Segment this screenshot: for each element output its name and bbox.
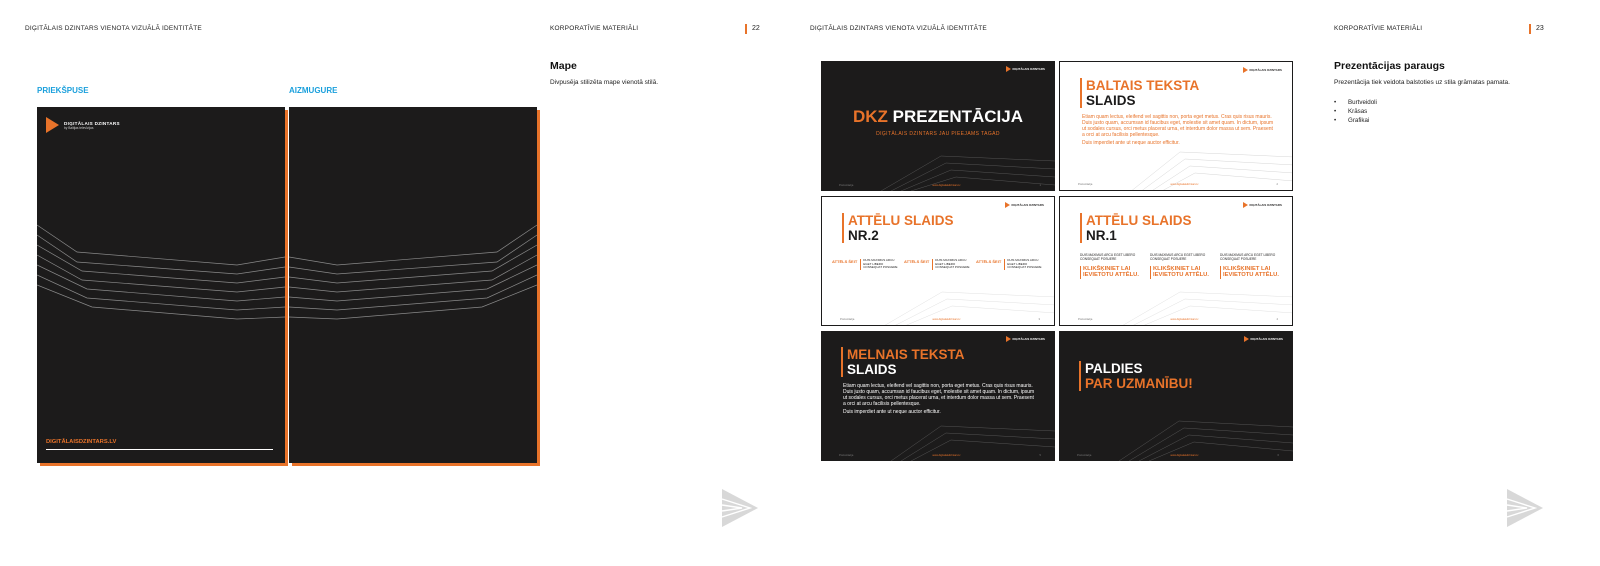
caption-back: AIZMUGURE: [289, 86, 338, 95]
slide-heading: PALDIES PAR UZMANĪBU!: [1079, 361, 1193, 391]
slide-title: [821, 61, 1055, 191]
slide-footer: Prezentācija www.digitalaisdzintars.lv 6: [1077, 454, 1279, 457]
logo-play-icon: [1243, 67, 1248, 73]
slide-heading: MELNAIS TEKSTA SLAIDS: [841, 347, 965, 377]
section-label: KORPORATĪVIE MATERIĀLI: [550, 25, 639, 32]
section-label: KORPORATĪVIE MATERIĀLI: [1334, 25, 1423, 32]
slide-logo: DIĢITĀLAIS DZINTARS: [1006, 66, 1045, 72]
running-head: DIĢITĀLAIS DZINTARS VIENOTA VIZUĀLĀ IDENTITĀTE: [810, 25, 987, 32]
slide-image-1: [1059, 196, 1293, 326]
folder-back: [289, 107, 537, 463]
slide-body-text: Etiam quam lectus, eleifend vel sagittis non, porta eget metus. Cras quis risus mauris. Duis justo quam, accumsan id faucibus eget, molestie sit amet quam. In dictum, ipsum ut sodales cursus, orci metus placerat urna, et interdum dolor massa ut sem. Praesent a orci at arcu facilisis pellentesque. Duis imperdiet ante ut neque auctor efficitur.: [1082, 114, 1274, 146]
logo-play-icon: [1244, 336, 1249, 342]
slide-logo: DIĢITĀLAIS DZINTARS: [1005, 202, 1044, 208]
logo-play-icon: [1006, 66, 1011, 72]
slide-heading: ATTĒLU SLAIDS NR.1: [1080, 213, 1192, 243]
image-column: DUIS MAXIMUS ARCU EGET LIBERO CONSEQUAT POSUERE KLIKŠĶINIET LAI IEVIETOTU ATTĒLU.: [1220, 253, 1279, 279]
logo-play-icon: [1005, 202, 1010, 208]
folder-footer-text: DIGITĀLAISDZINTARS.LV: [46, 439, 117, 445]
slide-footer: Prezentācija www.digitalaisdzintars.lv 4: [1078, 318, 1278, 321]
image-grid: [832, 259, 1044, 270]
image-cell: ATTĒLS ŠEIT DUIS MAXIMUS ARCU EGET LIBERO CONSEQUAT POSUERE: [904, 259, 972, 270]
logo-play-icon: [1243, 202, 1248, 208]
folder-logo-sub: by Baltijas televīzijas: [64, 125, 94, 130]
slide-footer: Prezentācija www.digitalaisdzintars.lv 3: [840, 318, 1040, 321]
image-cell: ATTĒLS ŠEIT DUIS MAXIMUS ARCU EGET LIBERO CONSEQUAT POSUERE: [832, 259, 900, 270]
brand-corner-icon: [1505, 487, 1545, 529]
slide-heading: BALTAIS TEKSTA SLAIDS: [1080, 78, 1199, 108]
page-number: 22: [745, 24, 760, 34]
bullet-item: • Grafikai: [1334, 116, 1377, 125]
folder-front: [37, 107, 285, 463]
slide-white-text: [1059, 61, 1293, 191]
section-description: Divpusēja stilizēta mape vienotā stilā.: [550, 79, 659, 86]
section-title: Prezentācijas paraugs: [1334, 60, 1445, 72]
image-cell: ATTĒLS ŠEIT DUIS MAXIMUS ARCU EGET LIBERO CONSEQUAT POSUERE: [976, 259, 1044, 270]
slide-footer: Prezentācija www.digitalaisdzintars.lv 2: [1078, 183, 1278, 186]
caption-front: PRIEKŠPUSE: [37, 86, 89, 95]
page-number: 23: [1529, 24, 1544, 34]
slide-logo: DIĢITĀLAIS DZINTARS: [1243, 202, 1282, 208]
slide-image-2: [821, 196, 1055, 326]
folder-front-lines: [37, 107, 285, 463]
play-logo-icon: [46, 117, 59, 133]
logo-play-icon: [1006, 336, 1011, 342]
section-title: Mape: [550, 60, 577, 72]
folder-footer-line: [46, 449, 273, 450]
slide-logo: DIĢITĀLAIS DZINTARS: [1243, 67, 1282, 73]
slide-heading: ATTĒLU SLAIDS NR.2: [842, 213, 954, 243]
bullet-item: • Burtveidoli: [1334, 98, 1377, 107]
bullet-list: [1334, 98, 1377, 125]
slide-footer: Prezentācija www.digitalaisdzintars.lv 5: [839, 454, 1041, 457]
slide-footer: Prezentācija www.digitalaisdzintars.lv 1: [839, 184, 1041, 187]
image-column: DUIS MAXIMUS ARCU EGET LIBERO CONSEQUAT POSUERE KLIKŠĶINIET LAI IEVIETOTU ATTĒLU.: [1080, 253, 1139, 279]
folder-logo-name: DIĢITĀLAIS DZINTARS: [64, 120, 120, 126]
brand-corner-icon: [720, 487, 760, 529]
slide-hero-subtitle: DIĢITĀLAIS DZINTARS JAU PIEEJAMS TAGAD: [876, 131, 1000, 137]
image-columns: [1080, 254, 1280, 279]
image-column: DUIS MAXIMUS ARCU EGET LIBERO CONSEQUAT POSUERE KLIKŠĶINIET LAI IEVIETOTU ATTĒLU.: [1150, 253, 1209, 279]
folder-logo: [46, 117, 120, 133]
slide-logo: DIĢITĀLAIS DZINTARS: [1006, 336, 1045, 342]
right-page: [800, 0, 1600, 566]
slide-logo: DIĢITĀLAIS DZINTARS: [1244, 336, 1283, 342]
slide-thanks: [1059, 331, 1293, 461]
slide-hero-title: DKZ PREZENTĀCIJA: [852, 107, 1024, 126]
bullet-item: • Krāsas: [1334, 107, 1377, 116]
slide-lines: [1059, 331, 1293, 461]
running-head: DIĢITĀLAIS DZINTARS VIENOTA VIZUĀLĀ IDENTITĀTE: [25, 25, 202, 32]
slide-body-text: Etiam quam lectus, eleifend vel sagittis non, porta eget metus. Cras quis risus mauris. Duis justo quam, accumsan id faucibus eget, molestie sit amet quam. In dictum, ipsum ut sodales cursus, orci metus placerat urna, et interdum dolor massa ut sem. Praesent a orci at arcu facilisis pellentesque. Duis imperdiet ante ut neque auctor efficitur.: [843, 383, 1035, 415]
folder-back-lines: [289, 107, 537, 463]
slide-black-text: [821, 331, 1055, 461]
section-description: Prezentācija tiek veidota balstoties uz stila grāmatas pamata.: [1334, 79, 1510, 86]
